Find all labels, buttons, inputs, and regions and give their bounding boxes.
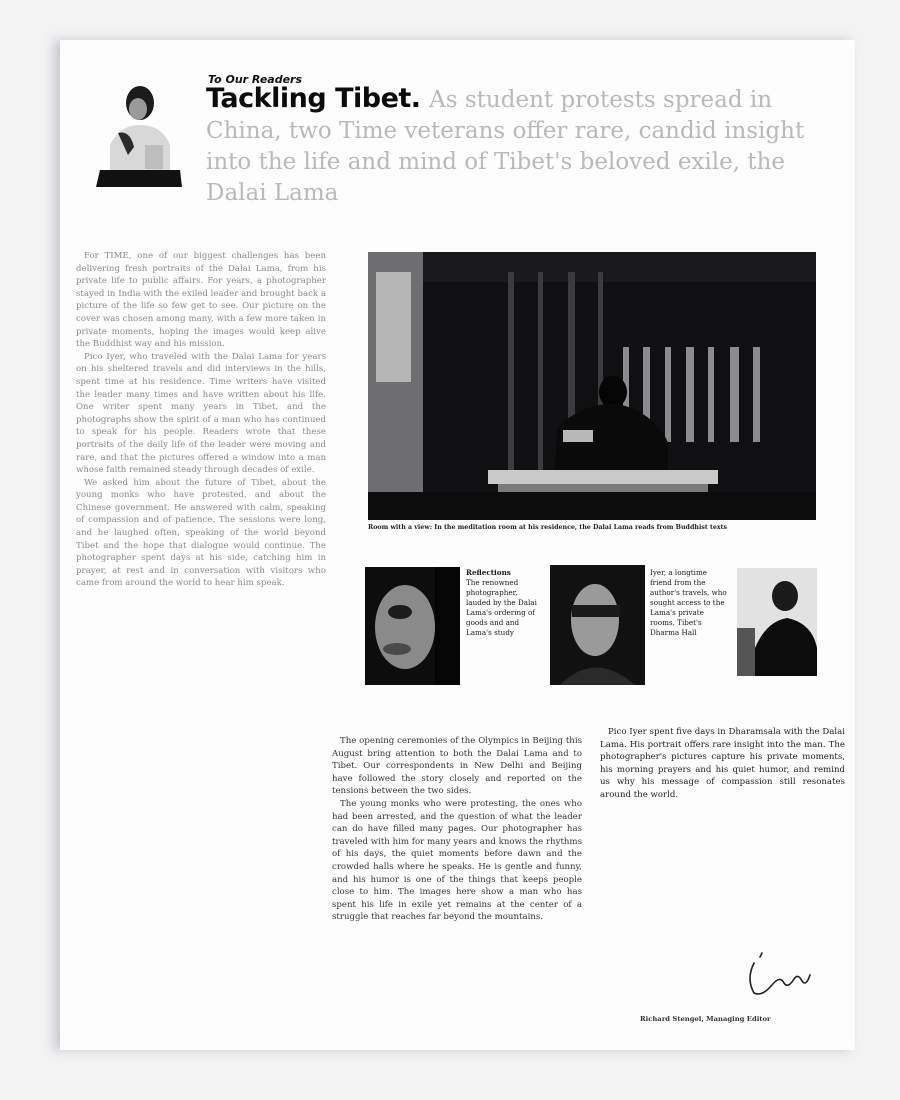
left-paragraph: Pico Iyer, who traveled with the Dalai Lama for years on his sheltered travels and did interviews in the hills, spent time at his residence. Time writers have visited the leader many times and have written about his life. One writer spent many years in Tibet, and the photographs show the spirit of a man who has continued to speak for his people. Readers wrote that these portraits of the daily life of the leader were moving and rare, and that the pictures offered a window into a man whose faith remained steady through decades of exile. bbox=[76, 351, 326, 476]
middle-column-text bbox=[332, 735, 582, 1035]
signoff: Richard Stengel, Managing Editor bbox=[640, 1015, 771, 1023]
magazine-page bbox=[60, 40, 855, 1050]
editor-portrait bbox=[90, 75, 188, 190]
thumbnail-caption-text: Iyer, a longtime friend from the author's travels, who sought access to the Lama's private rooms, Tibet's Dharma Hall bbox=[650, 568, 727, 637]
main-photo bbox=[368, 252, 816, 520]
right-paragraph: Pico Iyer spent five days in Dharamsala with the Dalai Lama. His portrait offers rare insight into the man. The photographer's pictures capture his private moments, his morning prayers and his quiet humor, and remind us why his message of compassion still resonates around the world. bbox=[600, 727, 845, 800]
headline-dek: As student protests spread in China, two Time veterans offer rare, candid insight into the life and mind of Tibet's beloved exile, the Dalai Lama bbox=[206, 87, 805, 206]
editor-signature bbox=[732, 945, 812, 1005]
left-paragraph: For TIME, one of our biggest challenges has been delivering fresh portraits of the Dalai Lama, from his private life to public affairs. For years, a photographer stayed in India with the exiled leader and brought back a picture of the life so few get to see. Our picture on the cover was chosen among many, with a few more taken in private moments, hoping the images would keep alive the Buddhist way and his mission. bbox=[76, 251, 326, 350]
right-column-text bbox=[600, 726, 845, 856]
thumbnail-caption bbox=[650, 568, 730, 638]
middle-paragraph: The opening ceremonies of the Olympics in Beijing this August bring attention to both the Dalai Lama and to Tibet. Our correspondents in New Delhi and Beijing have followed the story closely and reported on the tensions between the two sides. bbox=[332, 736, 582, 797]
headline bbox=[206, 84, 831, 208]
middle-paragraph: The young monks who were protesting, the ones who had been arrested, and the question of what the leader can do have filled many pages. Our photographer has traveled with him for many years and knows the rhythms of his days, the quiet moments before dawn and the crowded halls where he speaks. He is gentle and funny, and his humor is one of the things that keeps people close to him. The images here show a man who has spent his life in exile yet remains at the center of a struggle that reaches far beyond the mountains. bbox=[332, 798, 582, 923]
thumbnail-caption bbox=[466, 568, 544, 638]
left-column-text bbox=[76, 250, 326, 1040]
thumbnail-photo bbox=[737, 568, 817, 676]
thumbnail-caption-text: The renowned photographer, lauded by the Dalai Lama's ordering of goods and and Lama's study bbox=[466, 578, 537, 637]
main-photo-caption: Room with a view: In the meditation room at his residence, the Dalai Lama reads from Buddhist texts bbox=[368, 524, 728, 531]
thumbnail-photo bbox=[550, 565, 645, 685]
section-kicker: To Our Readers bbox=[208, 73, 303, 86]
left-paragraph: We asked him about the future of Tibet, about the young monks who have protested, and about the Chinese government. He answered with calm, speaking of compassion and of patience. The sessions were long, and he laughed often, speaking of the world beyond Tibet and the hope that dialogue would continue. The photographer spent days at his side, catching him in prayer, at rest and in conversation with visitors who came from around the world to hear him speak. bbox=[76, 477, 326, 589]
thumbnail-caption-lead: Reflections bbox=[466, 568, 511, 577]
thumbnail-photo bbox=[365, 567, 460, 685]
page-title: Tackling Tibet. bbox=[206, 83, 421, 114]
